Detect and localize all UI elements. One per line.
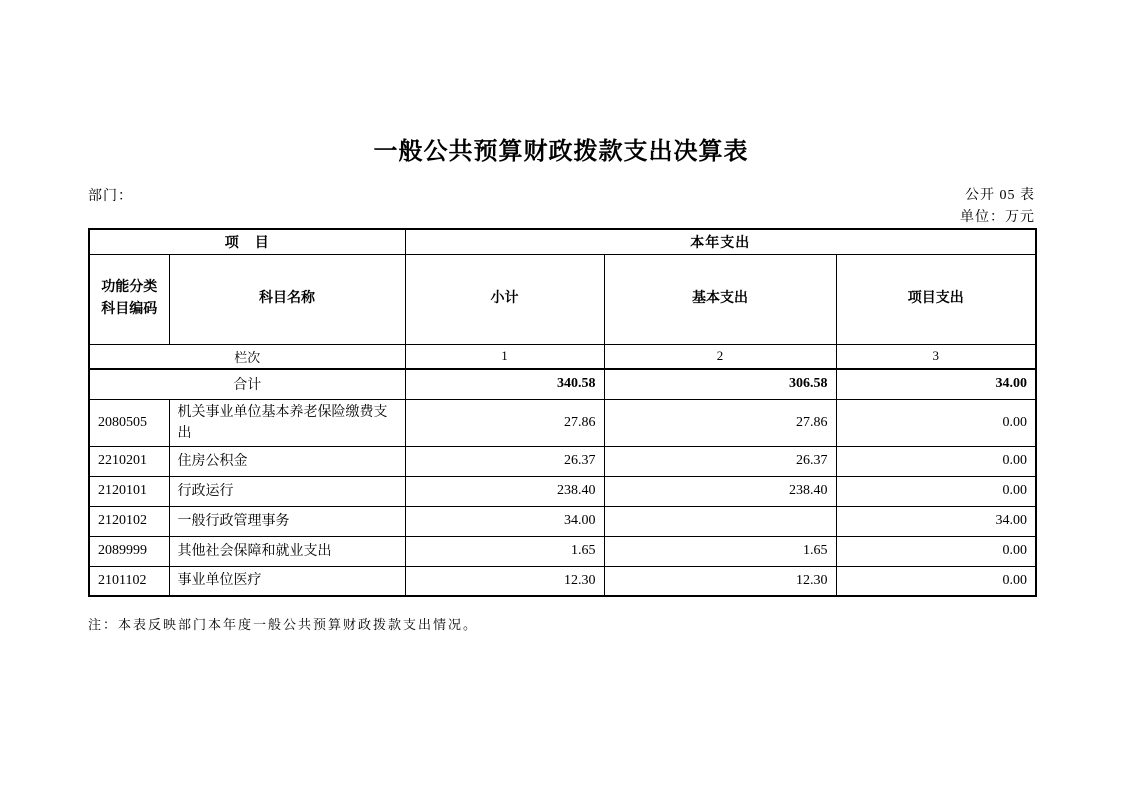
basic-cell: 12.30: [604, 566, 836, 596]
lane-col-1: 1: [405, 344, 604, 369]
header-subject-name: 科目名称: [169, 254, 405, 344]
lane-col-2: 2: [604, 344, 836, 369]
name-cell: 住房公积金: [169, 446, 405, 476]
header-project-group: 项 目: [89, 229, 405, 254]
project-cell: 0.00: [836, 476, 1036, 506]
total-basic: 306.58: [604, 369, 836, 399]
header-group-row: [89, 229, 1036, 254]
name-cell: 一般行政管理事务: [169, 506, 405, 536]
name-cell: 其他社会保障和就业支出: [169, 536, 405, 566]
expenditure-table: [88, 228, 1037, 597]
code-cell: 2120102: [89, 506, 169, 536]
header-code: [89, 254, 169, 344]
total-subtotal: 340.58: [405, 369, 604, 399]
project-cell: 0.00: [836, 536, 1036, 566]
code-cell: 2089999: [89, 536, 169, 566]
project-cell: 0.00: [836, 566, 1036, 596]
table-row: [89, 566, 1036, 596]
total-label: 合计: [89, 369, 405, 399]
basic-cell: 238.40: [604, 476, 836, 506]
header-code-line2: 科目编码: [101, 302, 158, 317]
header-row: [89, 254, 1036, 344]
header-project-expenditure: 项目支出: [836, 254, 1036, 344]
subtotal-cell: 12.30: [405, 566, 604, 596]
department-label: 部门：: [88, 189, 133, 204]
table-row: [89, 399, 1036, 446]
basic-cell: [604, 506, 836, 536]
footnote: 注：本表反映部门本年度一般公共预算财政拨款支出情况。: [88, 617, 479, 632]
code-cell: 2080505: [89, 399, 169, 446]
lane-row: [89, 344, 1036, 369]
name-cell: 事业单位医疗: [169, 566, 405, 596]
unit-label: 单位：万元: [960, 210, 1035, 225]
table-row: [89, 506, 1036, 536]
project-cell: 0.00: [836, 399, 1036, 446]
header-subtotal: 小计: [405, 254, 604, 344]
table-row: [89, 446, 1036, 476]
header-code-line1: 功能分类: [101, 280, 158, 295]
code-cell: 2210201: [89, 446, 169, 476]
page-title: 一般公共预算财政拨款支出决算表: [373, 139, 749, 165]
table-number: 公开 05 表: [965, 188, 1035, 203]
name-cell: 行政运行: [169, 476, 405, 506]
project-cell: 0.00: [836, 446, 1036, 476]
basic-cell: 26.37: [604, 446, 836, 476]
total-project: 34.00: [836, 369, 1036, 399]
subtotal-cell: 1.65: [405, 536, 604, 566]
subtotal-cell: 27.86: [405, 399, 604, 446]
header-current-year-group: 本年支出: [405, 229, 1036, 254]
meta-right-block: [960, 185, 1035, 229]
code-cell: 2101102: [89, 566, 169, 596]
header-basic-expenditure: 基本支出: [604, 254, 836, 344]
basic-cell: 27.86: [604, 399, 836, 446]
subtotal-cell: 26.37: [405, 446, 604, 476]
subtotal-cell: 238.40: [405, 476, 604, 506]
name-cell: 机关事业单位基本养老保险缴费支出: [169, 399, 405, 446]
table-row: [89, 476, 1036, 506]
code-cell: 2120101: [89, 476, 169, 506]
lane-label: 栏次: [89, 344, 405, 369]
subtotal-cell: 34.00: [405, 506, 604, 536]
project-cell: 34.00: [836, 506, 1036, 536]
lane-col-3: 3: [836, 344, 1036, 369]
basic-cell: 1.65: [604, 536, 836, 566]
table-row: [89, 536, 1036, 566]
total-row: [89, 369, 1036, 399]
